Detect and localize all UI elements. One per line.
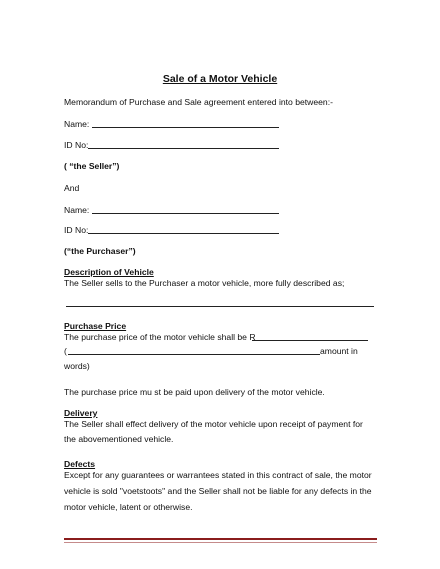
seller-id-label: ID No: — [64, 140, 89, 150]
defects-line-3: motor vehicle, latent or otherwise. — [64, 502, 193, 512]
and-text: And — [64, 183, 80, 193]
seller-role: ( “the Seller”) — [64, 161, 120, 171]
delivery-line-1: The Seller shall effect delivery of the motor vehicle upon receipt of payment for — [64, 419, 363, 429]
footer-rule-light — [64, 542, 377, 543]
description-text: The Seller sells to the Purchaser a motor vehicle, more fully described as; — [64, 278, 345, 288]
footer-rule-dark — [64, 538, 377, 540]
description-field[interactable] — [66, 306, 374, 307]
price-heading: Purchase Price — [64, 321, 127, 331]
purchaser-name-field[interactable] — [92, 213, 279, 214]
defects-heading: Defects — [64, 459, 96, 469]
price-amount-field[interactable] — [252, 340, 368, 341]
seller-name-label: Name: — [64, 119, 90, 129]
defects-line-2: vehicle is sold "voetstoots" and the Seller shall not be liable for any defects in the — [64, 486, 372, 496]
intro-text: Memorandum of Purchase and Sale agreement entered into between:- — [64, 97, 333, 107]
purchaser-id-field[interactable] — [88, 233, 279, 234]
price-open-paren: ( — [64, 346, 67, 356]
price-amount-suffix: amount in — [320, 346, 358, 356]
delivery-heading: Delivery — [64, 408, 98, 418]
page-title: Sale of a Motor Vehicle — [162, 73, 278, 85]
delivery-line-2: the abovementioned vehicle. — [64, 434, 174, 444]
price-text: The purchase price of the motor vehicle shall be R — [64, 332, 256, 342]
purchaser-id-label: ID No: — [64, 225, 89, 235]
price-payment-text: The purchase price mu st be paid upon delivery of the motor vehicle. — [64, 387, 325, 397]
defects-line-1: Except for any guarantees or warrantees stated in this contract of sale, the motor — [64, 470, 372, 480]
purchaser-name-label: Name: — [64, 205, 90, 215]
purchaser-role: (“the Purchaser”) — [64, 246, 136, 256]
price-words-text: words) — [64, 361, 90, 371]
price-words-field[interactable] — [68, 354, 320, 355]
seller-id-field[interactable] — [88, 148, 279, 149]
description-heading: Description of Vehicle — [64, 267, 154, 277]
seller-name-field[interactable] — [92, 127, 279, 128]
